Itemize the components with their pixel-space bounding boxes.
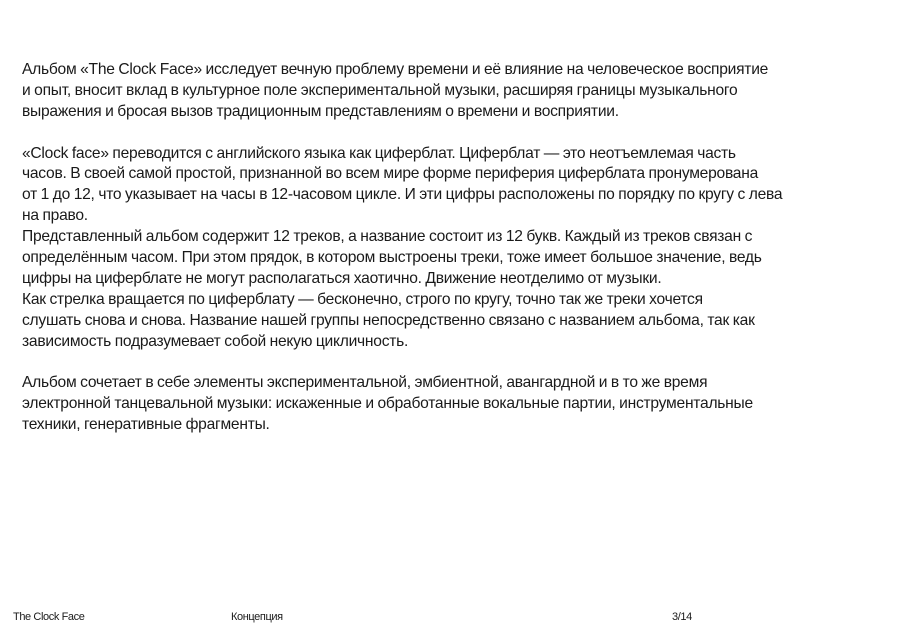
text-line: Представленный альбом содержит 12 треков, а название состоит из 12 букв. Каждый из треков связан с — [22, 228, 753, 246]
text-line: слушать снова и снова. Название нашей группы непосредственно связано с названием альбома, так как — [22, 311, 755, 329]
text-line: часов. В своей самой простой, признанной во всем мире форме периферия циферблата пронумерована — [22, 165, 759, 183]
text-line: цифры на циферблате не могут располагаться хаотично. Движение неотделимо от музыки. — [22, 269, 662, 287]
text-line: и опыт, вносит вклад в культурное поле экспериментальной музыки, расширяя границы музыкального — [22, 81, 738, 99]
paragraph-gap — [22, 352, 882, 373]
text-line: на право. — [22, 207, 88, 225]
text-line: «Clock face» переводится с английского языка как циферблат. Циферблат — это неотъемлемая часть — [22, 144, 736, 162]
text-line: зависимость подразумевает собой некую цикличность. — [22, 332, 409, 350]
text-line: от 1 до 12, что указывает на часы в 12-часовом цикле. И эти цифры расположены по порядку по кругу с лева — [22, 186, 783, 204]
text-line: определённым часом. При этом прядок, в котором выстроены треки, тоже имеет большое значение, ведь — [22, 249, 762, 267]
text-line: техники, генеративные фрагменты. — [22, 416, 270, 434]
footer-section-name: Концепция — [231, 611, 283, 623]
footer-album-title: The Clock Face — [13, 611, 85, 623]
page-footer — [0, 611, 900, 627]
paragraph-gap — [22, 123, 882, 144]
paragraph-clock-face — [22, 144, 882, 353]
text-line: Как стрелка вращается по циферблату — бесконечно, строго по кругу, точно так же треки хочется — [22, 290, 703, 308]
footer-page-number: 3/14 — [672, 611, 692, 623]
paragraph-genres — [22, 373, 882, 436]
text-line: выражения и бросая вызов традиционным представлениям о времени и восприятии. — [22, 102, 619, 120]
document-body — [22, 60, 882, 436]
paragraph-intro — [22, 60, 882, 123]
text-line: электронной танцевальной музыки: искаженные и обработанные вокальные партии, инструментальные — [22, 395, 753, 413]
text-line: Альбом сочетает в себе элементы экспериментальной, эмбиентной, авангардной и в то же время — [22, 374, 708, 392]
text-line: Альбом «The Clock Face» исследует вечную проблему времени и её влияние на человеческое восприятие — [22, 61, 769, 78]
